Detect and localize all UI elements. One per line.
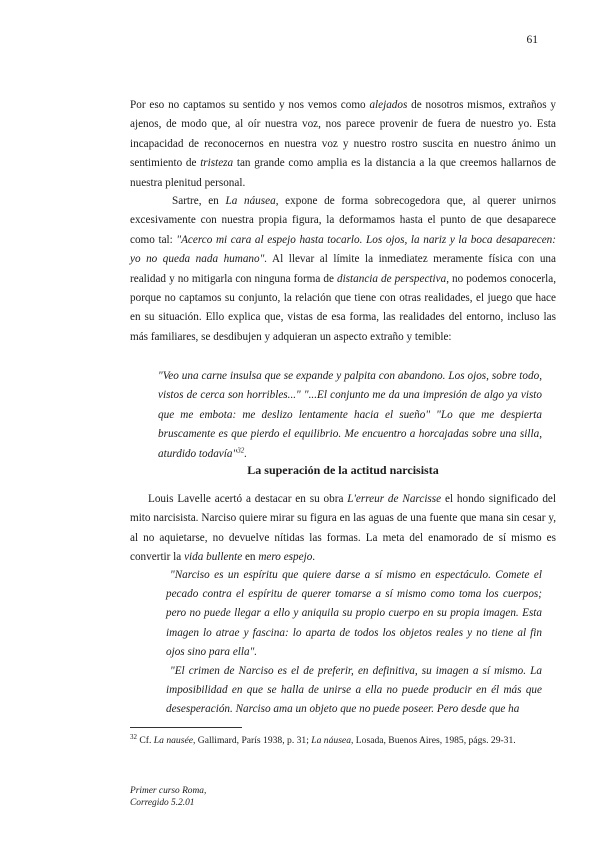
text-run: el hondo significado del mito narcisista. Narciso quiere mirar su figura en las aguas de una fuente que mana sin cesar y, al no aquietarse, no devuelve nítidas las formas. La meta del enamorado de sí mismo es convertir la bbox=[130, 493, 556, 564]
text-run: , no podemos conocerla, porque no captamos su conjunto, la relación que tiene con otras realidades, el juego que hace en su situación. Ello explica que, vistas de esa forma, las realidades del entorno, incluso las más familiares, se desdibujen y adquieran un aspecto extraño y temible: bbox=[130, 272, 556, 343]
block-quote: "Narciso es un espíritu que quiere darse a sí mismo en espectáculo. Comete el pecado contra el espíritu de querer tomarse a sí mismo como toma los cuerpos; pero no puede llegar a ello y aniquila su propio cuerpo en su propia imagen. Esta imagen lo atrae y fascina: lo aparta de todos los objetos reales y no tiene al fin ojos sino para ella". bbox=[166, 569, 542, 658]
emphasis: distancia de perspectiva bbox=[336, 272, 447, 285]
text-run: , Losada, Buenos Aires, 1985, págs. 29-31. bbox=[351, 735, 516, 746]
footnote-ref[interactable]: 32 bbox=[237, 445, 245, 454]
text-run: en bbox=[242, 551, 259, 564]
text-run: Sartre, en bbox=[172, 195, 226, 207]
footnote-number: 32 bbox=[130, 732, 137, 741]
emphasis: La nausée bbox=[153, 735, 193, 746]
text-run: Por eso no captamos su sentido y nos vemos como bbox=[130, 99, 370, 111]
footer-line: Corregido 5.2.01 bbox=[130, 798, 195, 808]
block-quote bbox=[158, 367, 542, 464]
page-number: 61 bbox=[526, 34, 538, 46]
paragraph bbox=[130, 192, 556, 347]
emphasis: vida bullente bbox=[184, 551, 243, 564]
page-footer bbox=[130, 785, 206, 809]
text-run: . bbox=[312, 551, 316, 564]
paragraph bbox=[130, 96, 556, 193]
text-run: Louis Lavelle acertó a destacar en su obra bbox=[148, 493, 348, 505]
emphasis: alejados bbox=[369, 99, 408, 111]
emphasis: tristeza bbox=[200, 157, 234, 170]
footnote bbox=[130, 734, 570, 747]
text-run: Cf. bbox=[137, 735, 154, 746]
text-run: . bbox=[244, 447, 247, 460]
emphasis: L'erreur de Narcisse bbox=[347, 493, 442, 505]
text-run: tan grande como amplia es la distancia a la que creemos hallarnos de nuestra plenitud personal. bbox=[130, 157, 556, 189]
text-run: Al llevar al límite la inmediatez meramente física con una realidad y no mitigarla con ninguna forma de bbox=[130, 253, 556, 285]
emphasis: La náusea bbox=[225, 195, 276, 207]
section-heading: La superación de la actitud narcisista bbox=[247, 463, 439, 477]
emphasis: "Acerco mi cara al espejo hasta tocarlo. Los ojos, la nariz y la boca desaparecen: yo no queda nada humano". bbox=[130, 233, 556, 266]
emphasis: mero espejo bbox=[258, 551, 313, 564]
quote-text: "Veo una carne insulsa que se expande y palpita con abandono. Los ojos, sobre todo, vistos de cerca son horribles..." "...El conjunto me da una impresión de algo ya visto que me embota: me deslizo lentamente hacia el sueño" "Lo que me despierta bruscamente es que pierdo el equilibrio. Me encuentro a horcajadas sobre una silla, aturdido todavía" bbox=[158, 370, 542, 460]
footer-line: Primer curso Roma, bbox=[130, 786, 207, 796]
text-run: de nosotros mismos, extraños y ajenos, de modo que, al oír nuestra voz, nos parece provenir de fuera de nuestro yo. Esta incapacidad de reconocernos en nuestra voz y nuestro rostro suscita en nuestro ánimo un sentimiento de bbox=[130, 99, 556, 170]
paragraph bbox=[130, 490, 556, 568]
emphasis: La náusea bbox=[311, 735, 351, 746]
footnote-divider bbox=[130, 727, 242, 728]
block-quote: "El crimen de Narciso es el de preferir, en definitiva, su imagen a sí mismo. La imposibilidad en que se halla de unirse a ella no puede producir en él más que desesperación. Narciso ama un objeto que no puede poseer. Pero desde que ha bbox=[166, 665, 542, 716]
text-run: , expone de forma sobrecogedora que, al querer unirnos excesivamente con nuestra propia figura, la deformamos hasta el punto de que desaparece como tal: bbox=[130, 195, 557, 246]
text-run: , Gallimard, París 1938, p. 31; bbox=[192, 735, 312, 746]
